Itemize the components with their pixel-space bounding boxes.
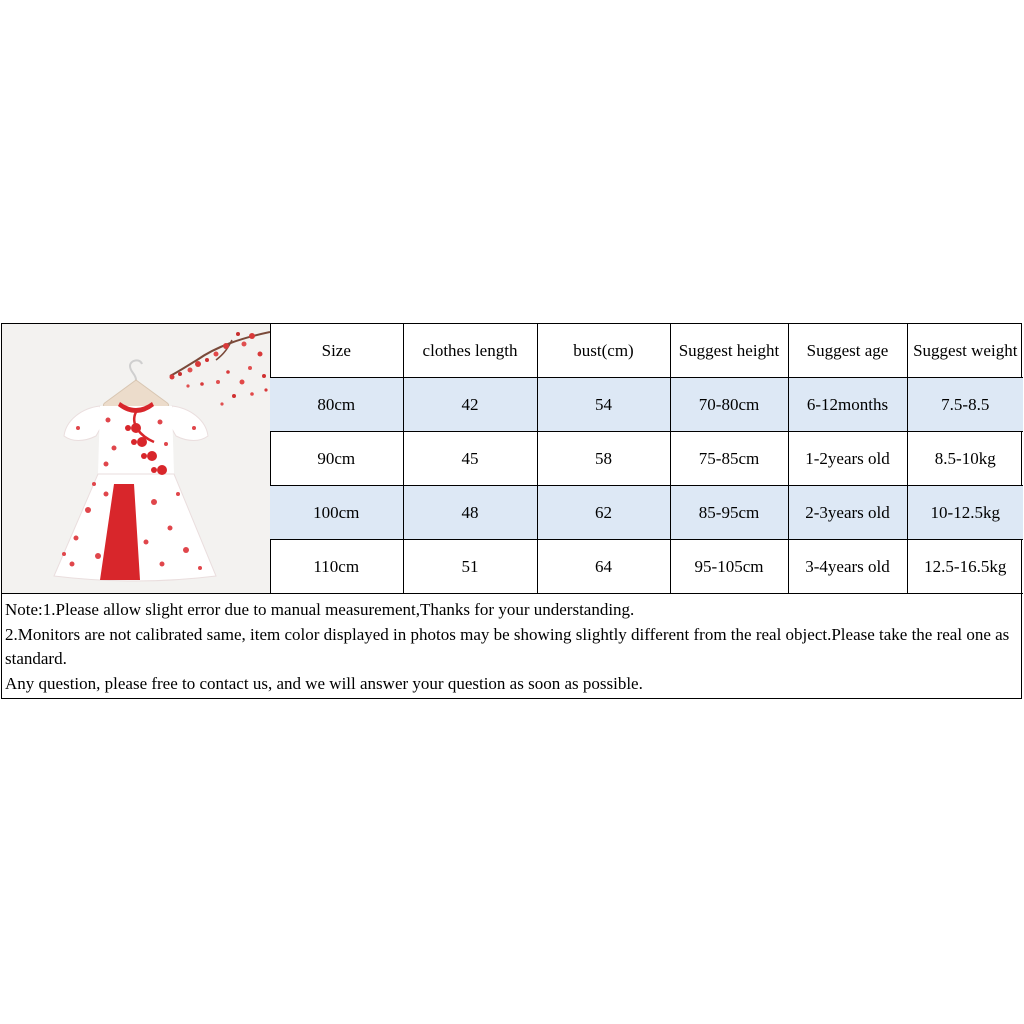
table-cell: 80cm <box>270 378 403 432</box>
table-cell: 90cm <box>270 432 403 486</box>
table-cell: 8.5-10kg <box>907 432 1023 486</box>
table-cell: 95-105cm <box>670 540 788 594</box>
table-cell: 100cm <box>270 486 403 540</box>
header-cell: Suggest age <box>788 324 907 378</box>
product-photo <box>2 324 271 593</box>
dress-illustration <box>2 324 270 593</box>
table-row <box>270 540 1023 594</box>
table-cell: 75-85cm <box>670 432 788 486</box>
note-line: Note:1.Please allow slight error due to manual measurement,Thanks for your understanding. <box>5 600 635 619</box>
size-table <box>270 324 1023 594</box>
table-cell: 51 <box>403 540 537 594</box>
table-cell: 110cm <box>270 540 403 594</box>
table-cell: 1-2years old <box>788 432 907 486</box>
size-chart-sheet <box>1 323 1022 699</box>
table-header-row <box>270 324 1023 378</box>
table-cell: 6-12months <box>788 378 907 432</box>
header-cell: bust(cm) <box>537 324 670 378</box>
notes-section <box>2 593 1021 698</box>
table-cell: 48 <box>403 486 537 540</box>
table-cell: 10-12.5kg <box>907 486 1023 540</box>
header-cell: clothes length <box>403 324 537 378</box>
header-cell: Suggest weight <box>907 324 1023 378</box>
table-cell: 62 <box>537 486 670 540</box>
header-cell: Suggest height <box>670 324 788 378</box>
note-line: 2.Monitors are not calibrated same, item color displayed in photos may be showing slightly different from the real object.Please take the real one as standard. <box>5 624 1010 668</box>
table-cell: 2-3years old <box>788 486 907 540</box>
table-cell: 45 <box>403 432 537 486</box>
table-cell: 58 <box>537 432 670 486</box>
table-row <box>270 378 1023 432</box>
table-cell: 3-4years old <box>788 540 907 594</box>
header-cell: Size <box>270 324 403 378</box>
table-cell: 64 <box>537 540 670 594</box>
table-row <box>270 486 1023 540</box>
note-line: Any question, please free to contact us, and we will answer your question as soon as possible. <box>5 673 643 693</box>
table-cell: 42 <box>403 378 537 432</box>
table-row <box>270 432 1023 486</box>
table-cell: 12.5-16.5kg <box>907 540 1023 594</box>
table-cell: 85-95cm <box>670 486 788 540</box>
table-cell: 54 <box>537 378 670 432</box>
table-cell: 7.5-8.5 <box>907 378 1023 432</box>
table-cell: 70-80cm <box>670 378 788 432</box>
